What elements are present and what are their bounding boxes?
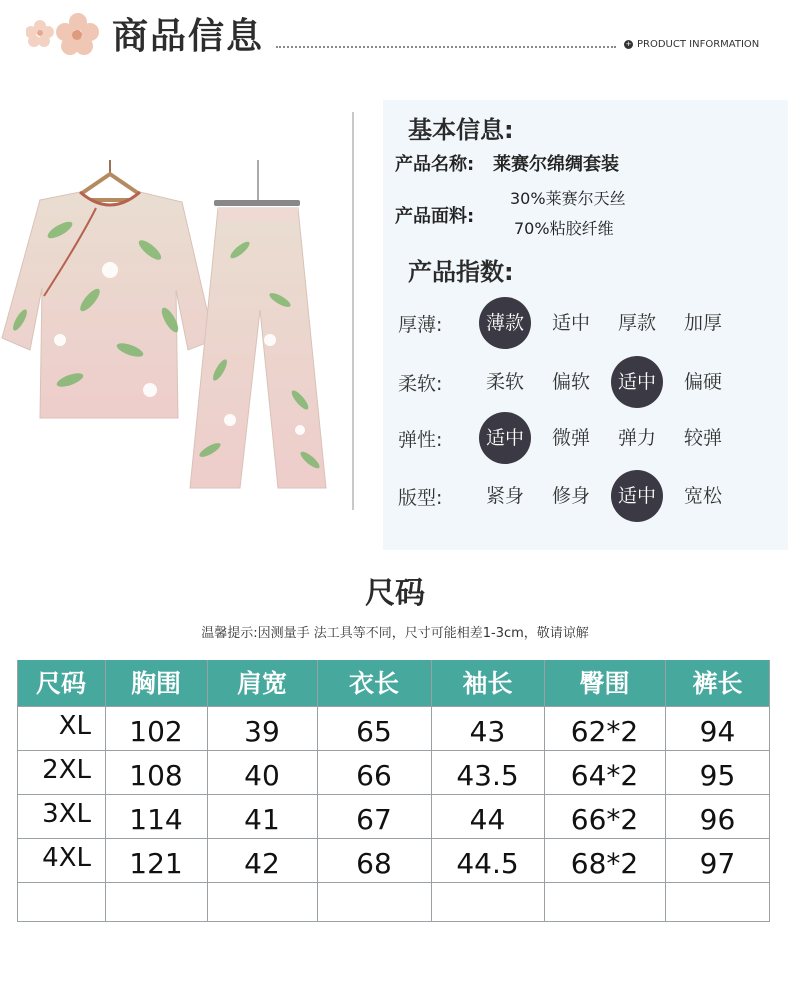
product-information-tag bbox=[624, 39, 759, 50]
table-cell: 68 bbox=[356, 847, 392, 880]
table-cell: 108 bbox=[129, 759, 183, 792]
table-cell: 43.5 bbox=[456, 759, 519, 792]
index-option: 厚款 bbox=[617, 312, 656, 334]
vertical-divider bbox=[352, 112, 354, 510]
index-option: 宽松 bbox=[683, 485, 722, 507]
index-option: 紧身 bbox=[485, 485, 524, 507]
index-option: 弹力 bbox=[617, 427, 656, 449]
index-row-label: 弹性: bbox=[398, 429, 443, 451]
index-row-label: 柔软: bbox=[398, 373, 443, 395]
product-name-label: 产品名称: bbox=[395, 154, 475, 175]
product-index-heading: 产品指数: bbox=[408, 258, 514, 286]
table-cell: 94 bbox=[699, 715, 736, 748]
fabric-line-1: 30%莱赛尔天丝 bbox=[510, 189, 626, 208]
table-cell: 39 bbox=[244, 715, 280, 748]
table-cell: 62*2 bbox=[570, 715, 639, 748]
table-cell: 96 bbox=[699, 803, 736, 836]
table-cell: 114 bbox=[129, 803, 183, 836]
table-cell: 41 bbox=[244, 803, 280, 836]
table-grid-line bbox=[17, 794, 770, 795]
product-name-value: 莱赛尔绵绸套装 bbox=[493, 154, 619, 175]
index-option: 微弹 bbox=[551, 427, 590, 449]
index-row-label: 厚薄: bbox=[398, 314, 443, 336]
table-cell: 68*2 bbox=[570, 847, 639, 880]
table-cell: 40 bbox=[244, 759, 280, 792]
section-title: 商品信息 bbox=[112, 16, 265, 57]
section-header bbox=[0, 0, 790, 70]
table-grid-line bbox=[17, 750, 770, 751]
table-cell: 64*2 bbox=[570, 759, 639, 792]
info-panel bbox=[383, 100, 788, 550]
index-option: 修身 bbox=[551, 485, 590, 507]
flower-decoration-icon bbox=[26, 12, 106, 60]
table-cell: 66 bbox=[356, 759, 392, 792]
table-cell: 102 bbox=[129, 715, 183, 748]
index-option-selected: 适中 bbox=[479, 412, 531, 464]
index-option: 柔软 bbox=[485, 371, 524, 393]
table-cell: 65 bbox=[356, 715, 392, 748]
table-grid-line bbox=[17, 838, 770, 839]
fabric-label: 产品面料: bbox=[395, 206, 475, 227]
table-header-cell: 尺码 bbox=[17, 660, 105, 706]
index-option: 加厚 bbox=[683, 312, 722, 334]
table-grid-line bbox=[17, 706, 770, 707]
table-cell: 43 bbox=[469, 715, 506, 748]
fabric-line-2: 70%粘胶纤维 bbox=[514, 219, 614, 238]
index-option: 偏软 bbox=[551, 371, 590, 393]
table-header-cell: 衣长 bbox=[317, 660, 431, 706]
basic-info-heading: 基本信息: bbox=[408, 116, 514, 144]
table-header-cell: 肩宽 bbox=[207, 660, 317, 706]
table-cell: 67 bbox=[356, 803, 392, 836]
index-option: 适中 bbox=[551, 312, 590, 334]
size-title: 尺码 bbox=[365, 576, 425, 611]
table-size-label: XL bbox=[58, 711, 91, 741]
dotted-divider bbox=[276, 46, 616, 48]
table-grid-line bbox=[17, 921, 770, 922]
index-option-selected: 适中 bbox=[611, 470, 663, 522]
table-cell: 121 bbox=[129, 847, 183, 880]
table-size-label: 4XL bbox=[42, 843, 91, 873]
plus-icon: + bbox=[625, 39, 632, 48]
index-option: 较弹 bbox=[683, 427, 722, 449]
table-cell: 42 bbox=[244, 847, 280, 880]
table-cell: 97 bbox=[699, 847, 736, 880]
table-cell: 44.5 bbox=[456, 847, 519, 880]
table-grid-line bbox=[17, 882, 770, 883]
table-header-cell: 臀围 bbox=[544, 660, 665, 706]
size-table bbox=[17, 660, 770, 922]
table-size-label: 2XL bbox=[42, 755, 91, 785]
index-option-selected: 适中 bbox=[611, 356, 663, 408]
index-option-selected: 薄款 bbox=[479, 297, 531, 349]
table-cell: 44 bbox=[469, 803, 506, 836]
table-cell: 95 bbox=[699, 759, 736, 792]
table-cell: 66*2 bbox=[570, 803, 639, 836]
table-header-cell: 裤长 bbox=[665, 660, 770, 706]
table-header-cell: 胸围 bbox=[105, 660, 207, 706]
index-option: 偏硬 bbox=[683, 371, 722, 393]
size-note: 温馨提示:因测量手 法工具等不同，尺寸可能相差1-3cm，敬请谅解 bbox=[201, 626, 589, 641]
table-header-cell: 袖长 bbox=[431, 660, 544, 706]
index-row-label: 版型: bbox=[398, 487, 443, 509]
table-size-label: 3XL bbox=[42, 799, 91, 829]
tag-text: PRODUCT INFORMATION bbox=[637, 39, 760, 50]
product-image bbox=[0, 100, 345, 500]
